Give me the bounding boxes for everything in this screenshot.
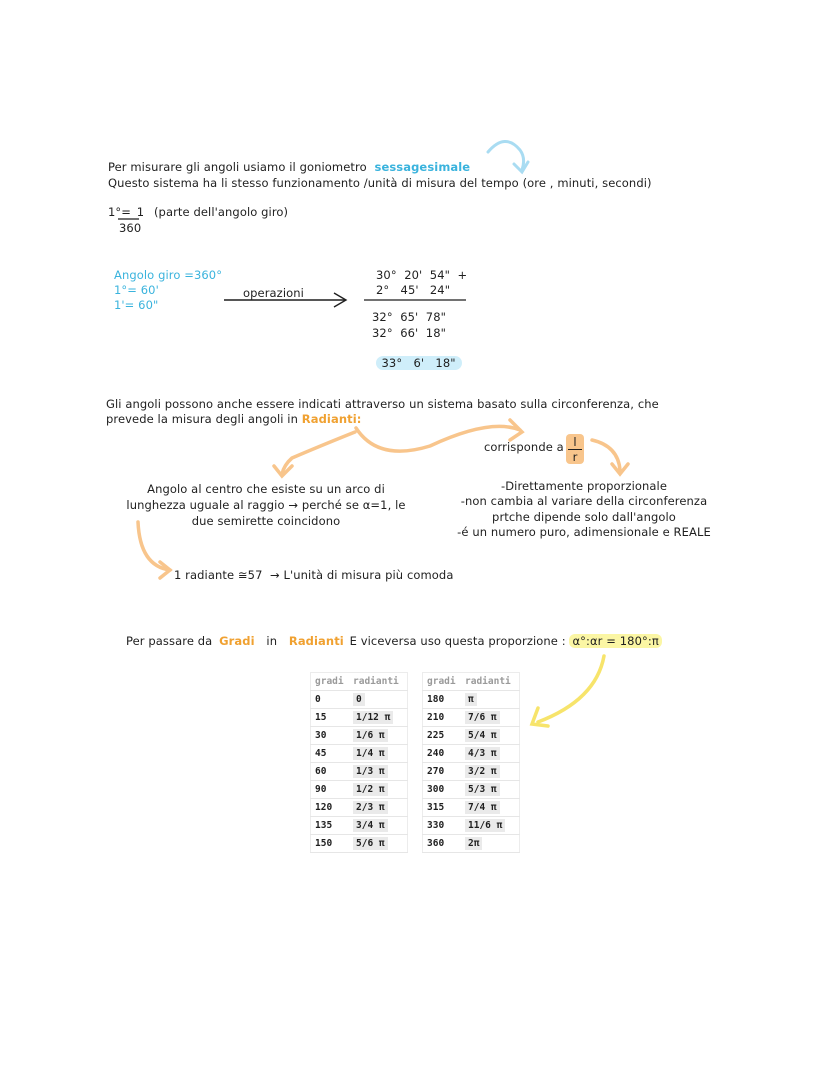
proportion-line <box>126 634 662 648</box>
radians-cell <box>461 817 520 835</box>
radians-cell <box>461 709 520 727</box>
table-row <box>311 817 408 835</box>
degrees-cell: 330 <box>423 817 462 835</box>
final-result-highlight: 33° 6' 18" <box>376 356 462 370</box>
radians-value: 5/4 π <box>465 729 500 742</box>
proportion-text-b: E viceversa uso questa proporzione : <box>349 634 566 648</box>
table-row <box>423 709 520 727</box>
radians-value: 0 <box>353 693 365 706</box>
radian-def-line-3: due semirette coincidono <box>191 514 341 528</box>
radians-cell <box>461 727 520 745</box>
table-row <box>311 709 408 727</box>
radians-cell <box>461 835 520 853</box>
proportion-in: in <box>266 634 278 648</box>
radians-cell <box>461 799 520 817</box>
radians-cell <box>349 781 408 799</box>
degrees-cell: 120 <box>311 799 350 817</box>
radians-value: 11/6 π <box>465 819 505 832</box>
table-row <box>423 745 520 763</box>
addition-row-2: 2° 45' 24" <box>376 283 451 297</box>
gradi-keyword: Gradi <box>219 634 255 648</box>
table-row <box>423 835 520 853</box>
table-row <box>423 763 520 781</box>
radians-cell <box>349 763 408 781</box>
radians-cell <box>349 727 408 745</box>
table-row <box>311 799 408 817</box>
prop-line-3: prtche dipende solo dall'angolo <box>492 510 676 524</box>
intro-line-1 <box>108 160 470 174</box>
blue-curl-arrow <box>488 141 524 170</box>
radians-value: 5/3 π <box>465 783 500 796</box>
radians-cell <box>349 835 408 853</box>
prop-line-1: -Direttamente proporzionale <box>500 479 668 493</box>
peach-arrow-left-curve <box>282 432 355 474</box>
degrees-cell: 300 <box>423 781 462 799</box>
radians-value: 3/4 π <box>353 819 388 832</box>
degree-numerator: 1 <box>136 205 145 219</box>
degrees-cell: 270 <box>423 763 462 781</box>
radians-value: 7/6 π <box>465 711 500 724</box>
addition-row-1: 30° 20' 54" + <box>376 268 468 282</box>
radian-def-line-1: Angolo al centro che esiste su un arco di <box>147 482 385 496</box>
radians-cell <box>461 763 520 781</box>
table-header-gradi: gradi <box>423 673 462 691</box>
blue-curl-arrow-head <box>514 162 528 172</box>
radianti-keyword: Radianti: <box>301 412 362 426</box>
table-row <box>311 727 408 745</box>
table-header-radianti: radianti <box>461 673 520 691</box>
radians-cell <box>349 799 408 817</box>
table-row <box>311 691 408 709</box>
radians-value: 1/6 π <box>353 729 388 742</box>
table-row <box>423 781 520 799</box>
peach-arrow-ratio-curve <box>592 440 620 470</box>
radians-cell <box>349 745 408 763</box>
degrees-cell: 60 <box>311 763 350 781</box>
conversion-table-left <box>310 672 408 853</box>
radians-value: 1/4 π <box>353 747 388 760</box>
degree-note: (parte dell'angolo giro) <box>153 205 289 219</box>
degrees-cell: 225 <box>423 727 462 745</box>
radian-value-line: 1 radiante ≅57 → L'unità di misura più comoda <box>174 568 454 582</box>
yellow-arrow-head <box>532 708 548 726</box>
degree-minutes-line: 1°= 60' <box>114 283 159 297</box>
radians-value: π <box>465 693 477 706</box>
intro-line-2: Questo sistema ha li stesso funzionamento /unità di misura del tempo (ore , minuti, secondi) <box>108 176 652 190</box>
degrees-cell: 150 <box>311 835 350 853</box>
degrees-cell: 135 <box>311 817 350 835</box>
radians-value: 3/2 π <box>465 765 500 778</box>
table-row <box>423 691 520 709</box>
radians-cell <box>461 781 520 799</box>
radians-value: 7/4 π <box>465 801 500 814</box>
radians-value: 1/2 π <box>353 783 388 796</box>
radians-value: 2π <box>465 837 482 850</box>
degrees-cell: 45 <box>311 745 350 763</box>
radians-cell <box>461 691 520 709</box>
table-row <box>423 799 520 817</box>
proportion-text-a: Per passare da <box>126 634 213 648</box>
table-row <box>311 763 408 781</box>
degree-lhs: 1°= <box>108 205 132 219</box>
addition-result-1: 32° 65' 78" <box>372 310 447 324</box>
degrees-cell: 210 <box>423 709 462 727</box>
degrees-cell: 360 <box>423 835 462 853</box>
sessagesimale-keyword: sessagesimale <box>374 160 471 174</box>
corrisponde-label: corrisponde a <box>484 440 564 454</box>
radians-intro-text: prevede la misura degli angoli in <box>106 412 298 426</box>
degrees-cell: 15 <box>311 709 350 727</box>
table-row <box>311 835 408 853</box>
radians-cell <box>349 817 408 835</box>
radian-def-line-2: lunghezza uguale al raggio → perché se α=1, le <box>126 498 406 512</box>
addition-result-2: 32° 66' 18" <box>372 326 447 340</box>
degrees-cell: 0 <box>311 691 350 709</box>
radians-cell <box>349 691 408 709</box>
operazioni-label: operazioni <box>243 286 304 300</box>
prop-line-4: -é un numero puro, adimensionale e REALE <box>457 525 711 539</box>
radians-intro-line-2 <box>106 412 361 426</box>
radianti-keyword-2: Radianti <box>288 634 344 648</box>
table-header-gradi: gradi <box>311 673 350 691</box>
radians-intro-line-1: Gli angoli possono anche essere indicati attraverso un sistema basato sulla circonferenza, che <box>106 397 659 411</box>
degree-definition <box>108 205 288 219</box>
intro-text: Per misurare gli angoli usiamo il goniometro <box>108 160 367 174</box>
peach-arrow-down-curve <box>138 522 170 570</box>
proportion-formula: α°:αr = 180°:π <box>569 634 661 648</box>
table-row <box>311 745 408 763</box>
radians-cell <box>349 709 408 727</box>
conversion-table-right <box>422 672 520 853</box>
degrees-cell: 180 <box>423 691 462 709</box>
degrees-cell: 240 <box>423 745 462 763</box>
table-header-radianti: radianti <box>349 673 408 691</box>
degrees-cell: 90 <box>311 781 350 799</box>
radians-value: 2/3 π <box>353 801 388 814</box>
prop-line-2: -non cambia al variare della circonferenza <box>460 494 708 508</box>
table-row <box>423 817 520 835</box>
radians-value: 1/12 π <box>353 711 393 724</box>
radians-value: 4/3 π <box>465 747 500 760</box>
ratio-denominator: r <box>572 450 578 464</box>
addition-result-final <box>368 342 462 370</box>
degree-denominator: 360 <box>119 221 142 235</box>
ratio-numerator: l <box>573 435 577 449</box>
degrees-cell: 30 <box>311 727 350 745</box>
degrees-cell: 315 <box>423 799 462 817</box>
table-row <box>423 727 520 745</box>
radians-value: 1/3 π <box>353 765 388 778</box>
angolo-giro-line: Angolo giro =360° <box>114 268 223 282</box>
minute-seconds-line: 1'= 60" <box>114 298 159 312</box>
yellow-arrow-curve <box>538 656 604 722</box>
table-row <box>311 781 408 799</box>
radians-cell <box>461 745 520 763</box>
radians-value: 5/6 π <box>353 837 388 850</box>
